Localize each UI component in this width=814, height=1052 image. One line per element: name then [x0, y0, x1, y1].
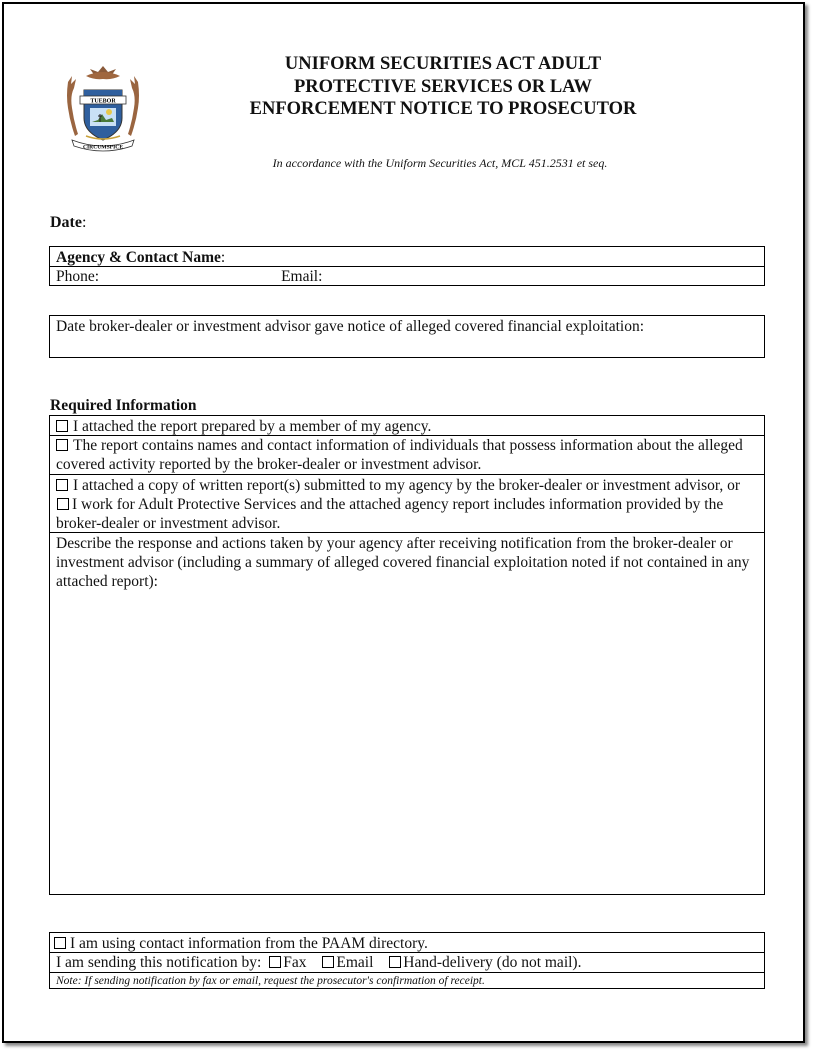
email-label: Email:	[281, 268, 323, 285]
confirmation-note: Note: If sending notification by fax or email, request the prosecutor's confirmation of receipt.	[56, 975, 485, 987]
fax-label: Fax	[283, 954, 307, 971]
phone-email-row[interactable]	[50, 267, 764, 286]
date-colon: :	[81, 214, 87, 231]
page-subtitle: In accordance with the Uniform Securities Act, MCL 451.2531 et seq.	[272, 156, 608, 170]
written-report-checkbox[interactable]	[56, 479, 68, 491]
agency-label: Agency & Contact Name	[56, 249, 221, 266]
paam-text: I am using contact information from the PAAM directory.	[70, 935, 428, 952]
svg-text:TUEBOR: TUEBOR	[90, 98, 116, 105]
hand-delivery-label: Hand-delivery (do not mail).	[403, 954, 582, 971]
required-item-2-text: The report contains names and contact information of individuals that possess information about the alleged covered activity reported by the broker-dealer or investment advisor.	[56, 437, 743, 473]
date-field[interactable]	[50, 214, 86, 232]
required-item-3-text-b: I work for Adult Protective Services and the attached agency report includes information provided by the broker-dealer or investment advisor.	[56, 496, 724, 532]
paam-row[interactable]	[50, 933, 764, 953]
required-item-1-text: I attached the report prepared by a member of my agency.	[73, 418, 432, 435]
required-information-table	[49, 415, 765, 895]
agency-report-checkbox[interactable]	[56, 420, 68, 432]
required-item-2[interactable]	[50, 436, 764, 475]
contact-box	[49, 246, 765, 286]
notification-method-table	[49, 932, 765, 989]
describe-response-area[interactable]	[50, 533, 764, 894]
describe-response-label: Describe the response and actions taken by your agency after receiving notification from the broker-dealer or investment advisor (including a summary of alleged covered financial exploitation noted if not contained in any attached report):	[56, 535, 750, 590]
required-item-3[interactable]	[50, 475, 764, 533]
agency-colon: :	[220, 249, 226, 266]
email-checkbox[interactable]	[322, 956, 334, 968]
svg-text:CIRCUMSPICE: CIRCUMSPICE	[82, 144, 124, 151]
page-title: UNIFORM SECURITIES ACT ADULT PROTECTIVE SERVICES OR LAW ENFORCEMENT NOTICE TO PROSECUTOR	[249, 54, 637, 119]
required-item-3-text-a: I attached a copy of written report(s) submitted to my agency by the broker-dealer or investment advisor, or	[73, 477, 741, 494]
date-label: Date	[50, 214, 82, 231]
adult-protective-services-checkbox[interactable]	[57, 498, 69, 510]
michigan-seal-icon	[62, 62, 144, 154]
sending-method-row	[50, 953, 764, 973]
agency-row[interactable]	[50, 247, 764, 267]
hand-delivery-checkbox[interactable]	[389, 956, 401, 968]
paam-checkbox[interactable]	[54, 937, 66, 949]
notice-date-label: Date broker-dealer or investment advisor gave notice of alleged covered financial exploitation:	[56, 318, 645, 335]
sending-method-label: I am sending this notification by:	[56, 954, 262, 971]
required-item-1[interactable]	[50, 416, 764, 436]
phone-label: Phone:	[56, 268, 100, 285]
contact-info-checkbox[interactable]	[56, 439, 68, 451]
fax-checkbox[interactable]	[269, 956, 281, 968]
required-information-heading: Required Information	[50, 397, 197, 414]
email-method-label: Email	[336, 954, 374, 971]
notice-date-box[interactable]	[49, 315, 765, 358]
